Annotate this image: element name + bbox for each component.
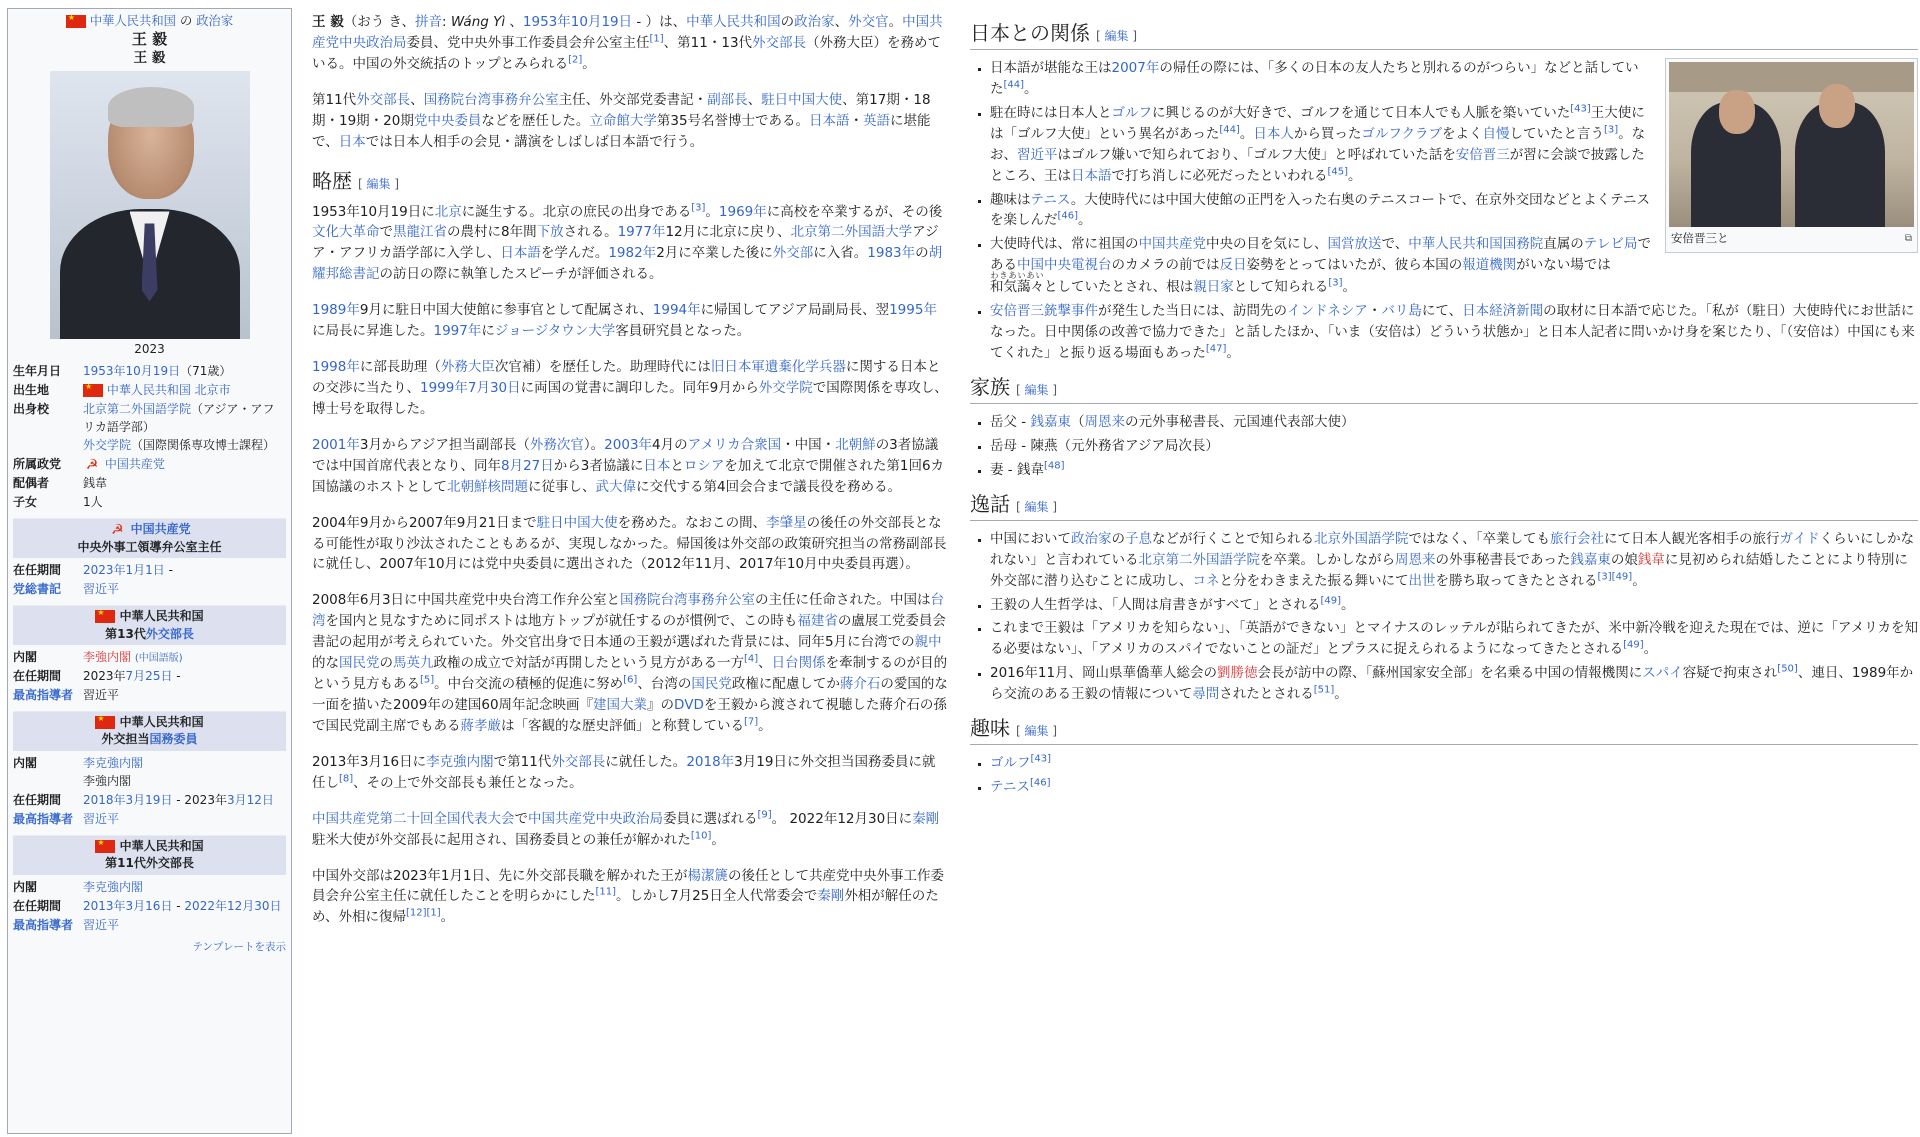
wiki-link[interactable]: 日本語 bbox=[500, 245, 541, 262]
infobox-row-label bbox=[13, 916, 83, 934]
wiki-link[interactable]: 周恩来 bbox=[1084, 413, 1125, 430]
wiki-link[interactable]: 出世 bbox=[1408, 572, 1436, 589]
hobby-heading: 趣味 [ 編集 ] bbox=[970, 715, 1918, 745]
wiki-link[interactable]: スパイ bbox=[1642, 665, 1683, 682]
infobox-row bbox=[13, 648, 286, 666]
infobox-row-value bbox=[83, 878, 286, 896]
career-paragraph: 中国外交部は2023年1月1日、先に外交部長職を解かれた王が楊潔篪の後任として共産党中央外事工作委員会弁公室主任に就任したことを明らかにした[11]。しかし7月25日全人代常委会で秦剛外相が解任のため、外相に復帰[12][1]。 bbox=[312, 867, 945, 926]
infobox-row-value bbox=[83, 455, 286, 473]
wiki-link[interactable]: 副部長 bbox=[707, 91, 748, 108]
wiki-link[interactable]: 中国共産党 bbox=[130, 522, 191, 537]
list-item: ▪ 岳母 - 陳燕（元外務省アジア局次長） bbox=[990, 436, 1918, 457]
infobox-row-label: 内閣 bbox=[13, 879, 38, 894]
infobox-row bbox=[13, 400, 286, 454]
wiki-link[interactable]: 楊潔篪 bbox=[687, 867, 729, 884]
wiki-link[interactable]: 銭嘉東 bbox=[1030, 413, 1071, 430]
wiki-link[interactable]: 自慢 bbox=[1482, 125, 1510, 142]
wiki-link[interactable]: 旅行会社 bbox=[1549, 530, 1604, 547]
career-paragraph: 1998年に部長助理（外務大臣次官補）を歴任した。助理時代には旧日本軍遺棄化学兵器に関する日本との交渉に当たり、1999年7月30日に両国の覚書に調印した。同年9月から外交学院で国際関係を専攻し、博士号を取得した。 bbox=[312, 359, 948, 417]
infobox-row bbox=[13, 474, 286, 492]
family-list bbox=[990, 412, 1918, 481]
wiki-link[interactable]: 1969年 bbox=[718, 203, 767, 220]
wiki-link[interactable]: 文化大革命 bbox=[312, 224, 380, 241]
infobox-title-particle: の bbox=[179, 14, 193, 28]
wiki-link[interactable]: テニス bbox=[1030, 191, 1071, 208]
infobox-row-value: 2013年3月16日 - 2022年12月30日 bbox=[83, 898, 282, 913]
career-paragraph: 2008年6月3日に中国共産党中央台湾工作弁公室と国務院台湾事務弁公室の主任に任命された。中国は台湾を国内と見なすために同ポストは地方トップが就任するのが慣例で、この時も福建省の盧展工党委員会書記の起用が考えられていた。外交官出身で日本通の王毅が選ばれた背景には、同年5月に台湾での親中的な国民党の馬英九政権の成立で対話が再開したという見方がある一方[4]、日台関係を牽制するのが目的という見方もある[5]。中台交流の積極的促進に努め[6]、台湾の国民党政権に配慮してか蔣介石の愛国的な一面を描いた2009年の建国60周年記念映画『建国大業』のDVDを王毅から渡されて視聴した蔣介石の孫で国民党副主席でもある蔣孝厳は「客観的な歴史評価」と称賛している[7]。 bbox=[312, 592, 948, 734]
list-item: ▪ 大使時代は、常に祖国の中国共産党中央の目を気にし、国営放送で、中華人民共和国国務院直属のテレビ局である中国中央電視台のカメラの前では反日姿勢をとってはいたが、彼ら本国の報道機関がいない場では和気藹々わきあいあいとしていたとされ、根は親日家として知られる[3]。 bbox=[990, 234, 1918, 298]
infobox-row bbox=[13, 580, 286, 598]
infobox-section-header: ☭ 中国共産党 中央外事工領導弁公室主任 bbox=[13, 518, 286, 558]
wiki-link[interactable]: 国民党 bbox=[691, 676, 732, 693]
infobox-row-label: 配偶者 bbox=[13, 476, 50, 491]
wiki-link[interactable]: 中国共産党 bbox=[104, 457, 165, 472]
wiki-link[interactable]: 2007年 bbox=[1111, 60, 1160, 76]
wiki-link[interactable]: 中国共産党第二十回全国代表大会 bbox=[312, 810, 515, 827]
infobox-row bbox=[13, 791, 286, 809]
infobox-row-value: 習近平 bbox=[83, 688, 120, 703]
wiki-link[interactable]: 1989年 bbox=[312, 302, 360, 319]
infobox-row-value: 北京第二外国語学院（アジア・アフリカ語学部） 外交学院（国際関係専攻博士課程） bbox=[83, 402, 276, 453]
wiki-link[interactable]: 習近平 bbox=[83, 811, 120, 826]
infobox-row-value: 李強内閣 (中国語版) bbox=[83, 650, 183, 665]
wiki-link[interactable]: 国民党 bbox=[339, 655, 380, 672]
career-paragraph: 2001年3月からアジア担当副部長（外務次官）。2003年4月のアメリカ合衆国・中国・北朝鮮の3者協議では中国首席代表となり、同年8月27日から3者協議に日本とロシアを加えて北京で開催された第1回6カ国協議のホストとして北朝鮮核問題に従事し、武大偉に交代する第4回会合まで議長役を務める。 bbox=[312, 436, 945, 495]
wiki-link[interactable]: 国務院台湾事務弁公室 bbox=[423, 91, 559, 108]
infobox-row-label: 出生地 bbox=[13, 383, 50, 398]
citation-link[interactable]: [10] bbox=[690, 830, 712, 842]
party-flag-icon: ☭ bbox=[111, 521, 124, 538]
china-flag-icon bbox=[66, 15, 86, 28]
anecdote-list bbox=[990, 529, 1918, 705]
wiki-link[interactable]: バリ島 bbox=[1381, 303, 1422, 320]
wiki-link[interactable]: 1999年7月30日 bbox=[420, 379, 521, 396]
infobox-row bbox=[13, 878, 286, 896]
wiki-link[interactable]: 編集 bbox=[1104, 29, 1129, 43]
citation-link[interactable]: [7] bbox=[744, 716, 759, 728]
wiki-link[interactable]: 政治家 bbox=[1071, 530, 1112, 547]
infobox-row-value bbox=[83, 916, 286, 934]
wiki-link[interactable]: 1977年 bbox=[617, 224, 666, 241]
wiki-link[interactable]: 1998年 bbox=[312, 359, 360, 376]
infobox-name-original: 王 毅 bbox=[133, 49, 166, 66]
list-item: ▪ 王毅の人生哲学は、「人間は肩書きがすべて」とされる[49]。 bbox=[990, 595, 1918, 616]
wiki-link[interactable]: 黒龍江省 bbox=[393, 224, 447, 241]
party-flag-icon: ☭ bbox=[85, 456, 99, 473]
career-paragraph: 1953年10月19日に北京に誕生する。北京の庶民の出身である[3]。1969年に高校を卒業するが、その後文化大革命で黒龍江省の農村に8年間下放される。1977年12月に北京に戻り、北京第二外国語大学アジア・アフリカ語学部に入学し、日本語を学んだ。1982年2月に卒業した後に外交部に入省。1983年の胡耀邦総書記の訪日の際に執筆したスピーチが評価される。 bbox=[312, 202, 943, 283]
list-item: ▪ 日本語が堪能な王は2007年の帰任の際には、「多くの日本の友人たちと別れるのがつらい」などと話していた[44]。 bbox=[990, 58, 1918, 100]
wiki-link[interactable]: 拼音 bbox=[414, 14, 442, 30]
wiki-link[interactable]: 報道機関 bbox=[1462, 257, 1517, 274]
wiki-link[interactable]: 編集 bbox=[1024, 724, 1049, 739]
china-flag-icon bbox=[95, 610, 115, 623]
wiki-link[interactable]: 1995年 bbox=[889, 302, 937, 319]
infobox-row-label: 内閣 bbox=[13, 650, 38, 665]
list-item: ▪ 2016年11月、岡山県華僑華人総会の劉勝徳会長が訪中の際、「蘇州国家安全部」を名乗る中国の情報機関にスパイ容疑で拘束され[50]、連日、1989年から交流のある王毅の情報について尋問されたとされる[51]。 bbox=[990, 663, 1918, 705]
wiki-link[interactable]: 北京 bbox=[434, 203, 462, 220]
list-item bbox=[990, 777, 1918, 798]
wiki-link[interactable]: 日本 bbox=[643, 457, 671, 474]
citation-link[interactable]: [43] bbox=[1030, 753, 1052, 765]
wiki-link[interactable]: 外交部 bbox=[772, 245, 814, 262]
infobox-header bbox=[13, 12, 286, 67]
infobox-section-header: ★ 中華人民共和国 第13代外交部長 bbox=[13, 605, 286, 645]
portrait-photo[interactable] bbox=[50, 71, 250, 339]
infobox-row bbox=[13, 667, 286, 685]
wiki-link[interactable]: 外務次官 bbox=[529, 436, 584, 453]
wiki-link[interactable]: 2022年12月30日 bbox=[184, 898, 282, 913]
wiki-link[interactable]: 7月25日 bbox=[125, 669, 173, 684]
wiki-link[interactable]: 中国共産党中央政治局 bbox=[528, 810, 663, 827]
wiki-link[interactable]: 北朝鮮 bbox=[835, 436, 876, 453]
citation-link[interactable]: [3] bbox=[691, 202, 706, 214]
wiki-link[interactable]: 2003年 bbox=[604, 436, 653, 453]
thumbnail-figure[interactable] bbox=[1665, 58, 1918, 253]
wiki-link[interactable]: 下放 bbox=[536, 224, 564, 241]
wiki-link[interactable]: 外交学院 bbox=[758, 379, 813, 396]
infobox-row-label: 在任期間 bbox=[13, 669, 62, 684]
infobox-row-label: 在任期間 bbox=[13, 898, 62, 913]
citation-link[interactable]: [49] bbox=[1320, 595, 1342, 607]
infobox-row bbox=[13, 455, 286, 473]
infobox-row-label: 内閣 bbox=[13, 755, 38, 770]
citation-link[interactable]: [49] bbox=[1623, 639, 1644, 651]
wiki-link[interactable]: 旧日本軍遺棄化学兵器 bbox=[710, 359, 846, 376]
wiki-link[interactable]: 習近平 bbox=[1017, 146, 1058, 163]
wiki-link[interactable]: 2023年1月1日 bbox=[83, 563, 165, 578]
wiki-link[interactable]: ロシア bbox=[683, 457, 725, 474]
china-flag-icon bbox=[95, 716, 115, 729]
infobox-row-label: 所属政党 bbox=[13, 457, 62, 472]
wiki-link[interactable]: 日本語 bbox=[809, 112, 850, 129]
infobox-row bbox=[13, 381, 286, 399]
citation-link[interactable]: [51] bbox=[1313, 684, 1335, 696]
wiki-link[interactable]: 親中 bbox=[914, 634, 942, 651]
infobox-row-label: 出身校 bbox=[13, 402, 50, 417]
list-item: ▪ 趣味はテニス。大使時代には中国大使館の正門を入った右奥のテニスコートで、在京外交団などとよくテニスを楽しんだ[46]。 bbox=[990, 190, 1918, 232]
china-flag-icon bbox=[95, 840, 115, 853]
wiki-link[interactable]: 北京第二外国語学院 bbox=[1138, 551, 1260, 568]
wiki-link[interactable]: 国務院台湾事務弁公室 bbox=[620, 592, 756, 609]
wiki-link[interactable]: 日本 bbox=[338, 133, 366, 150]
wiki-link[interactable]: 党中央委員 bbox=[413, 112, 482, 129]
article-side-column bbox=[970, 10, 1918, 801]
wiki-link[interactable]: 日本人 bbox=[1253, 125, 1294, 142]
wiki-link[interactable]: 1997年 bbox=[433, 323, 482, 340]
citation-link[interactable]: [12][1] bbox=[405, 907, 441, 919]
wiki-link[interactable]: 2018年3月19日 bbox=[83, 792, 173, 807]
wiki-link[interactable]: 北京第二外国語学院 bbox=[83, 402, 192, 417]
infobox-row-label: 子女 bbox=[13, 495, 38, 510]
wiki-link[interactable]: 反日 bbox=[1219, 257, 1247, 274]
infobox-row-value: 銭韋 bbox=[83, 476, 108, 491]
infobox-row-label bbox=[13, 686, 83, 704]
wiki-link[interactable]: 外交部長 bbox=[551, 753, 606, 770]
wiki-link[interactable]: 安倍晋三銃撃事件 bbox=[990, 303, 1098, 320]
wiki-link[interactable]: 習近平 bbox=[83, 917, 120, 932]
wiki-link[interactable]: 2018年 bbox=[686, 753, 735, 770]
wiki-link[interactable]: 胡耀邦総書記 bbox=[312, 245, 943, 283]
infobox-row bbox=[13, 493, 286, 511]
infobox-row-label: 在任期間 bbox=[13, 792, 62, 807]
wiki-link[interactable]: 政治家 bbox=[794, 14, 835, 30]
article-main-column bbox=[312, 12, 948, 943]
china-flag-icon bbox=[83, 384, 103, 397]
infobox-row bbox=[13, 754, 286, 790]
career-heading: 略歴 [ 編集 ] bbox=[312, 168, 400, 193]
citation-link[interactable]: [9] bbox=[757, 809, 772, 821]
wiki-link[interactable]: テニス bbox=[990, 779, 1030, 796]
lead-paragraph: 王 毅（おう き、拼音: Wáng Yì 、1953年10月19日 - ）は、中華人民共和国の政治家、外交官。中国共産党中央政治局委員、党中央外事工作委員会弁公室主任[1]、第11・13代外交部長（外務大臣）を務めている。中国の外交統括のトップとみられる[2]。 bbox=[312, 14, 943, 72]
wiki-link[interactable]: 蔣孝厳 bbox=[460, 717, 501, 734]
wiki-link[interactable]: 駐日中国大使 bbox=[761, 91, 843, 108]
wiki-link[interactable]: 外交部長 bbox=[145, 626, 194, 641]
wiki-link[interactable]: 李克強内閣 bbox=[83, 755, 144, 770]
wiki-link[interactable]: 3月12日 bbox=[226, 792, 274, 807]
wiki-link[interactable]: ゴルフ bbox=[990, 755, 1031, 772]
citation-link[interactable]: [2] bbox=[568, 54, 583, 66]
hobby-list bbox=[990, 753, 1918, 798]
infobox-row-value bbox=[83, 580, 286, 598]
list-item: ▪ これまで王毅は「アメリカを知らない」、「英語ができない」とマイナスのレッテルが貼られてきたが、米中新冷戦を迎えた現在では、逆に「アメリカを知る必要はない」、「アメリカのスパイでないことの証だ」とプラスに捉えられるようになってきたとされる[49]。 bbox=[990, 618, 1918, 660]
wiki-link[interactable]: ジョージタウン大学 bbox=[494, 323, 616, 340]
infobox-office-sections bbox=[13, 518, 286, 933]
citation-link[interactable]: [6] bbox=[623, 674, 638, 686]
infobox-row-label bbox=[13, 580, 83, 598]
wiki-link[interactable]: 李肇星 bbox=[766, 514, 807, 531]
wiki-link[interactable]: 外交部長 bbox=[356, 91, 411, 108]
infobox-row bbox=[13, 362, 286, 380]
list-item: ▪ 駐在時には日本人とゴルフに興じるのが大好きで、ゴルフを通じて日本人でも人脈を築いていた[43]王大使には「ゴルフ大使」という異名があった[44]。日本人から買ったゴルフクラブをよく自慢していたと言う[3]。なお、習近平はゴルフ嫌いで知られており、「ゴルフ大使」と呼ばれていた話を安倍晋三が習に会談で披露したところ、王は日本語で打ち消しに必死だったといわれる[45]。 bbox=[990, 103, 1918, 187]
wiki-link[interactable]: 北京第二外国語大学 bbox=[790, 224, 913, 241]
wiki-link[interactable]: 中国中央電視台 bbox=[1017, 257, 1112, 274]
wiki-link[interactable]: 国務委員 bbox=[149, 732, 198, 747]
wiki-link[interactable]: 外交部長 bbox=[752, 34, 807, 51]
infobox-row-value: 2018年3月19日 - 2023年3月12日 bbox=[83, 792, 274, 807]
wiki-link[interactable]: 中華人民共和国 北京市 bbox=[106, 383, 231, 398]
wiki-link[interactable]: テレビ局 bbox=[1583, 236, 1638, 253]
infobox-section-header: ★ 中華人民共和国 外交担当国務委員 bbox=[13, 711, 286, 751]
wiki-link[interactable]: 1994年 bbox=[652, 302, 701, 319]
list-item: ▪ 岳父 - 銭嘉東（周恩来の元外事秘書長、元国連代表部大使） bbox=[990, 412, 1918, 433]
citation-link[interactable]: [11] bbox=[595, 886, 617, 898]
infobox-row-label: 在任期間 bbox=[13, 563, 62, 578]
wiki-link[interactable]: 中華人民共和国国務院 bbox=[1408, 236, 1544, 253]
career-section bbox=[312, 202, 948, 929]
infobox-personal-rows bbox=[13, 362, 286, 511]
citation-link[interactable]: [5] bbox=[420, 674, 435, 686]
wiki-link[interactable]: 国営放送 bbox=[1327, 236, 1382, 253]
citation-link[interactable]: [43] bbox=[1570, 103, 1591, 115]
wiki-link[interactable]: 北京外国語学院 bbox=[1314, 530, 1409, 547]
wiki-link[interactable]: 武大偉 bbox=[595, 478, 636, 495]
wiki-link[interactable]: 安倍晋三 bbox=[1455, 146, 1510, 163]
wiki-link[interactable]: 福建省 bbox=[797, 613, 838, 630]
list-item bbox=[990, 753, 1918, 774]
wiki-link[interactable]: 最高指導者 bbox=[13, 688, 74, 703]
wiki-link[interactable]: 立命館大学 bbox=[589, 112, 657, 129]
list-item: ▪ 安倍晋三銃撃事件が発生した当日には、訪問先のインドネシア・バリ島にて、日本経済新聞の取材に日本語で応じた。「私が（駐日）大使時代にお世話になった。日中関係の改善で協力できた」と話したほか、「いま（安倍は）どういう状態か」と日本人記者に問いかけ身を案じたり、「（安倍は）中国にも来てくれた」と振り返る場面もあった[47]。 bbox=[990, 301, 1918, 364]
wiki-link[interactable]: 李克強内閣 bbox=[83, 879, 144, 894]
wiki-link[interactable]: 2013年3月16日 bbox=[83, 898, 173, 913]
wiki-link[interactable]: ゴルフ bbox=[1111, 104, 1152, 121]
citation-link[interactable]: [50] bbox=[1777, 663, 1798, 675]
list-item: ▪ 妻 - 銭韋[48] bbox=[990, 460, 1918, 481]
career-paragraph: 2013年3月16日に李克強内閣で第11代外交部長に就任した。2018年3月19日に外交担当国務委員に就任し[8]、その上で外交部長も兼任となった。 bbox=[312, 753, 936, 791]
citation-link[interactable]: [1] bbox=[649, 33, 664, 45]
wiki-link[interactable]: テンプレートを表示 bbox=[192, 940, 286, 953]
enlarge-icon[interactable]: ⧉ bbox=[1904, 233, 1912, 245]
wiki-link[interactable]: アメリカ合衆国 bbox=[687, 436, 782, 453]
infobox-row-value: 李克強内閣 李強内閣 bbox=[83, 755, 144, 788]
wiki-link[interactable]: 中国共産党 bbox=[1138, 236, 1206, 253]
citation-link[interactable]: [47] bbox=[1205, 343, 1227, 355]
family-heading: 家族 [ 編集 ] bbox=[970, 374, 1918, 404]
wiki-link[interactable]: 政治家 bbox=[196, 14, 234, 28]
wiki-link[interactable]: 親日家 bbox=[1193, 279, 1234, 296]
infobox-row bbox=[13, 686, 286, 704]
citation-link[interactable]: [45] bbox=[1327, 166, 1349, 178]
infobox-section-header: ★ 中華人民共和国 第11代外交部長 bbox=[13, 835, 286, 875]
infobox-row bbox=[13, 916, 286, 934]
wiki-link[interactable]: 1953年10月19日 bbox=[83, 364, 181, 379]
wiki-link[interactable]: インドネシア bbox=[1287, 303, 1368, 320]
wiki-link[interactable]: 最高指導者 bbox=[13, 811, 74, 826]
career-paragraph: 2004年9月から2007年9月21日まで駐日中国大使を務めた。なおこの間、李肇星の後任の外交部長となる可能性が取り沙汰されたこともあるが、実現しなかった。帰国後は外交部の政策研究担当の常務副部長に就任し、2007年10月には党中央委員に選出された（2012年11月、2017年10月中央委員再選）。 bbox=[312, 514, 947, 573]
wiki-link[interactable]: 外交学院 bbox=[83, 438, 132, 453]
wiki-link[interactable]: 党総書記 bbox=[13, 582, 62, 597]
citation-link[interactable]: [46] bbox=[1057, 210, 1079, 222]
infobox-row bbox=[13, 561, 286, 579]
wiki-link[interactable]: 外交官 bbox=[848, 14, 889, 30]
wiki-link[interactable]: DVD bbox=[674, 696, 704, 713]
wiki-link[interactable]: 日本経済新聞 bbox=[1462, 303, 1544, 320]
wiki-link[interactable]: (中国語版) bbox=[134, 653, 183, 665]
thumbnail-caption: 安倍晋三と ⧉ bbox=[1671, 231, 1912, 245]
citation-link[interactable]: [44] bbox=[1003, 79, 1025, 91]
wiki-link[interactable]: 2001年 bbox=[312, 436, 360, 453]
infobox-row-value bbox=[83, 381, 286, 399]
infobox-row-value bbox=[83, 810, 286, 828]
infobox-row bbox=[13, 810, 286, 828]
wiki-link[interactable]: 秦剛 bbox=[912, 810, 940, 827]
wiki-link[interactable]: 北朝鮮核問題 bbox=[447, 478, 528, 495]
wiki-link[interactable]: 中華人民共和国 bbox=[686, 14, 781, 30]
wiki-link[interactable]: 台湾 bbox=[312, 592, 945, 630]
wiki-link[interactable]: 1953年10月19日 bbox=[522, 14, 633, 30]
wiki-link[interactable]: 日台関係 bbox=[771, 655, 826, 672]
wiki-link[interactable]: 李克強内閣 bbox=[426, 753, 494, 770]
thumbnail-photo[interactable] bbox=[1669, 62, 1914, 227]
citation-link[interactable]: [3] bbox=[1328, 277, 1343, 289]
wiki-link[interactable]: 秦剛 bbox=[817, 888, 845, 905]
wiki-link[interactable]: 英語 bbox=[863, 112, 891, 129]
wiki-link[interactable]: 銭嘉東 bbox=[1570, 551, 1611, 568]
wiki-link[interactable]: 1982年 bbox=[608, 245, 657, 262]
citation-link[interactable]: [8] bbox=[339, 773, 354, 785]
lead-paragraph: 第11代外交部長、国務院台湾事務弁公室主任、外交部党委書記・副部長、駐日中国大使、第17期・18期・19期・20期党中央委員などを歴任した。立命館大学第35号名誉博士である。日本語・英語に堪能で、日本では日本人相手の会見・講演をしばしば日本語で行う。 bbox=[312, 91, 931, 150]
anecdote-heading: 逸話 [ 編集 ] bbox=[970, 491, 1918, 521]
wiki-link[interactable]: 尋問 bbox=[1192, 686, 1220, 703]
wiki-link[interactable]: 子息 bbox=[1125, 530, 1152, 547]
wiki-link[interactable]: ゴルフクラブ bbox=[1361, 125, 1443, 142]
wiki-link[interactable]: 駐日中国大使 bbox=[536, 514, 618, 531]
citation-link[interactable]: [46] bbox=[1029, 777, 1051, 789]
japan-heading: 日本との関係 [ 編集 ] bbox=[970, 20, 1918, 50]
wiki-link[interactable]: 建国大業 bbox=[593, 696, 648, 713]
infobox-row-label: 生年月日 bbox=[13, 364, 62, 379]
wiki-link[interactable]: 蔣介石 bbox=[839, 676, 881, 693]
wiki-link[interactable]: 中国共産党中央政治局 bbox=[312, 14, 943, 51]
wiki-link[interactable]: コネ bbox=[1192, 572, 1220, 589]
career-paragraph: 中国共産党第二十回全国代表大会で中国共産党中央政治局委員に選ばれる[9]。 2022年12月30日に秦剛駐米大使が外交部長に起用され、国務委員との兼任が解かれた[10]。 bbox=[312, 809, 940, 848]
wiki-link[interactable]: 編集 bbox=[1024, 499, 1049, 514]
wiki-link[interactable]: 8月27日 bbox=[501, 457, 554, 474]
wiki-link[interactable]: 編集 bbox=[366, 176, 391, 191]
infobox bbox=[7, 8, 292, 1134]
citation-link[interactable]: [4] bbox=[744, 653, 759, 665]
wiki-link[interactable]: 最高指導者 bbox=[13, 917, 74, 932]
citation-link[interactable]: [3] bbox=[1604, 124, 1619, 136]
photo-year: 2023 bbox=[134, 342, 165, 357]
wiki-link[interactable]: 外務大臣 bbox=[440, 359, 495, 376]
career-paragraph: 1989年9月に駐日中国大使館に参事官として配属され、1994年に帰国してアジア局副局長、翌1995年に局長に昇進した。1997年にジョージタウン大学客員研究員となった。 bbox=[312, 302, 937, 340]
citation-link[interactable]: [3][49] bbox=[1597, 571, 1633, 583]
wiki-link[interactable]: ガイド bbox=[1779, 530, 1820, 547]
lead-section bbox=[312, 12, 948, 153]
wiki-link[interactable]: 日本語 bbox=[1071, 167, 1112, 184]
infobox-name: 王 毅 bbox=[131, 30, 168, 49]
infobox-row-value: 2023年7月25日 - bbox=[83, 669, 181, 684]
infobox-title-line bbox=[13, 12, 286, 30]
wiki-link[interactable]: 習近平 bbox=[83, 582, 120, 597]
wiki-link[interactable]: 周恩来 bbox=[1395, 551, 1436, 568]
citation-link[interactable]: [48] bbox=[1043, 460, 1065, 472]
wiki-link[interactable]: 馬英九 bbox=[393, 655, 434, 672]
infobox-row-value: 1953年10月19日（71歳） bbox=[83, 364, 232, 379]
list-item: ▪ 中国において政治家の子息などが行くことで知られる北京外国語学院ではなく、「卒業しても旅行会社にて日本人観光客相手の旅行ガイドくらいにしかなれない」と言われている北京第二外国語学院を卒業。しかしながら周恩来の外事秘書長であった銭嘉東の娘銭韋に見初められ結婚したことにより特別に外交部に潜り込むことに成功し、コネと分をわきまえた振る舞いにて出世を勝ち取ってきたとされる[3][49]。 bbox=[990, 529, 1918, 592]
infobox-row-value: 2023年1月1日 - bbox=[83, 563, 173, 578]
wiki-link[interactable]: 中華人民共和国 bbox=[89, 14, 176, 28]
citation-link[interactable]: [44] bbox=[1219, 124, 1240, 136]
wiki-link[interactable]: 編集 bbox=[1024, 382, 1049, 397]
infobox-row bbox=[13, 897, 286, 915]
infobox-row-label bbox=[13, 810, 83, 828]
infobox-row-value: 1人 bbox=[83, 495, 103, 510]
wiki-link[interactable]: 1983年 bbox=[867, 245, 916, 262]
